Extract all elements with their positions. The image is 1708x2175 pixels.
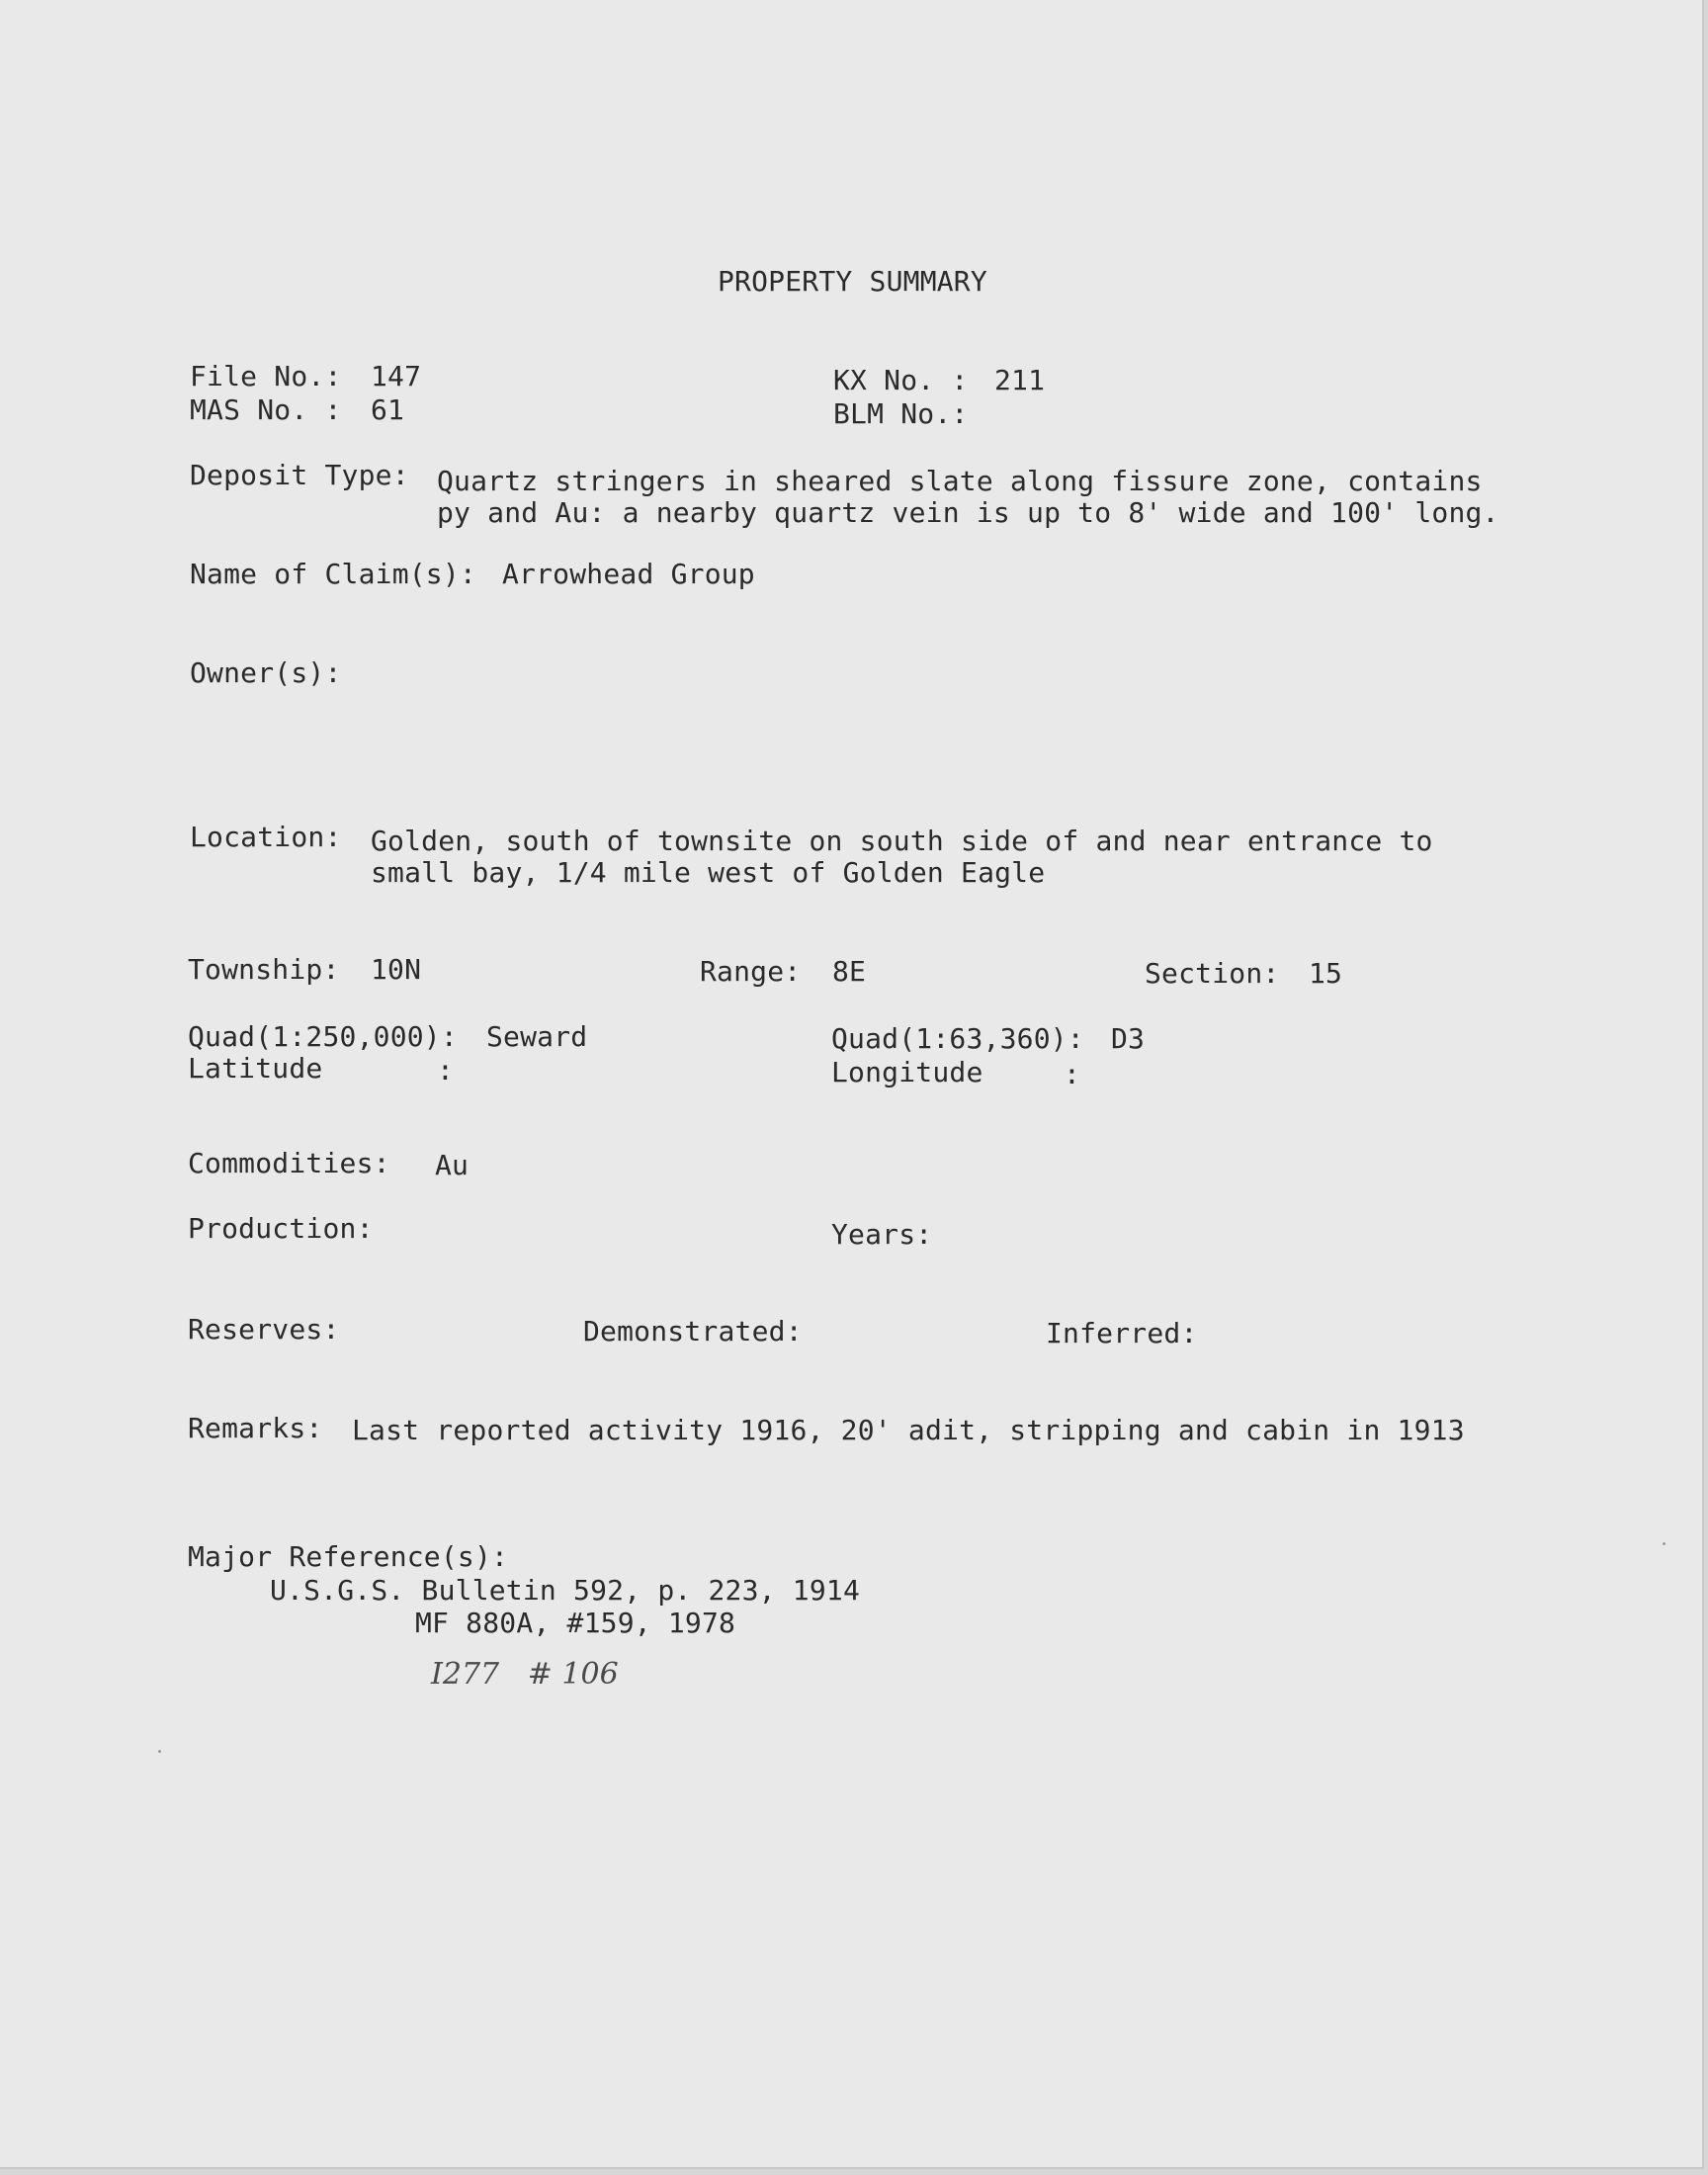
mas-no-label: MAS No. : xyxy=(190,393,342,426)
production-label: Production: xyxy=(188,1212,374,1245)
quad-63k-label: Quad(1:63,360): xyxy=(831,1022,1084,1055)
reserves-label: Reserves: xyxy=(188,1313,340,1346)
inferred-label: Inferred: xyxy=(1046,1317,1198,1349)
file-no-value: 147 xyxy=(371,360,422,392)
commodities-value: Au xyxy=(435,1149,470,1181)
deposit-type-line-2: py and Au: a nearby quartz vein is up to 8' wide and 100' long. xyxy=(437,496,1499,529)
remarks-value: Last reported activity 1916, 20' adit, stripping and cabin in 1913 xyxy=(352,1414,1465,1446)
longitude-label: Longitude xyxy=(831,1056,983,1088)
location-line-2: small bay, 1/4 mile west of Golden Eagle xyxy=(371,856,1046,889)
years-label: Years: xyxy=(831,1218,933,1251)
claims-value: Arrowhead Group xyxy=(502,558,755,590)
file-no-label: File No.: xyxy=(190,360,342,392)
page-title: PROPERTY SUMMARY xyxy=(718,265,987,298)
reference-line-1: U.S.G.S. Bulletin 592, p. 223, 1914 xyxy=(270,1574,861,1607)
claims-label: Name of Claim(s): xyxy=(190,558,476,590)
latitude-separator: : xyxy=(437,1054,455,1087)
quad-250k-label: Quad(1:250,000): xyxy=(188,1020,458,1053)
blm-no-label: BLM No.: xyxy=(833,397,969,430)
range-label: Range: xyxy=(700,955,802,988)
township-label: Township: xyxy=(188,953,340,986)
commodities-label: Commodities: xyxy=(188,1147,390,1179)
township-value: 10N xyxy=(371,953,422,986)
paper-speck xyxy=(1663,1542,1665,1545)
reference-line-2: MF 880A, #159, 1978 xyxy=(415,1607,736,1639)
paper-speck xyxy=(158,1750,161,1753)
quad-250k-value: Seward xyxy=(486,1020,588,1053)
kx-no-value: 211 xyxy=(994,364,1046,396)
references-label: Major Reference(s): xyxy=(188,1540,509,1573)
range-value: 8E xyxy=(832,955,867,988)
section-value: 15 xyxy=(1309,957,1343,990)
mas-no-value: 61 xyxy=(371,393,405,426)
longitude-separator: : xyxy=(1064,1058,1081,1090)
remarks-label: Remarks: xyxy=(188,1412,323,1444)
location-label: Location: xyxy=(190,821,342,853)
deposit-type-label: Deposit Type: xyxy=(190,459,409,491)
latitude-label: Latitude xyxy=(188,1052,323,1085)
section-label: Section: xyxy=(1145,957,1280,990)
deposit-type-line-1: Quartz stringers in sheared slate along fissure zone, contains xyxy=(437,465,1483,497)
handwritten-annotation: I277 # 106 xyxy=(431,1657,619,1692)
quad-63k-value: D3 xyxy=(1111,1022,1146,1055)
owners-label: Owner(s): xyxy=(190,656,342,689)
kx-no-label: KX No. : xyxy=(833,364,969,396)
demonstrated-label: Demonstrated: xyxy=(583,1315,803,1348)
location-line-1: Golden, south of townsite on south side of and near entrance to xyxy=(371,825,1433,857)
